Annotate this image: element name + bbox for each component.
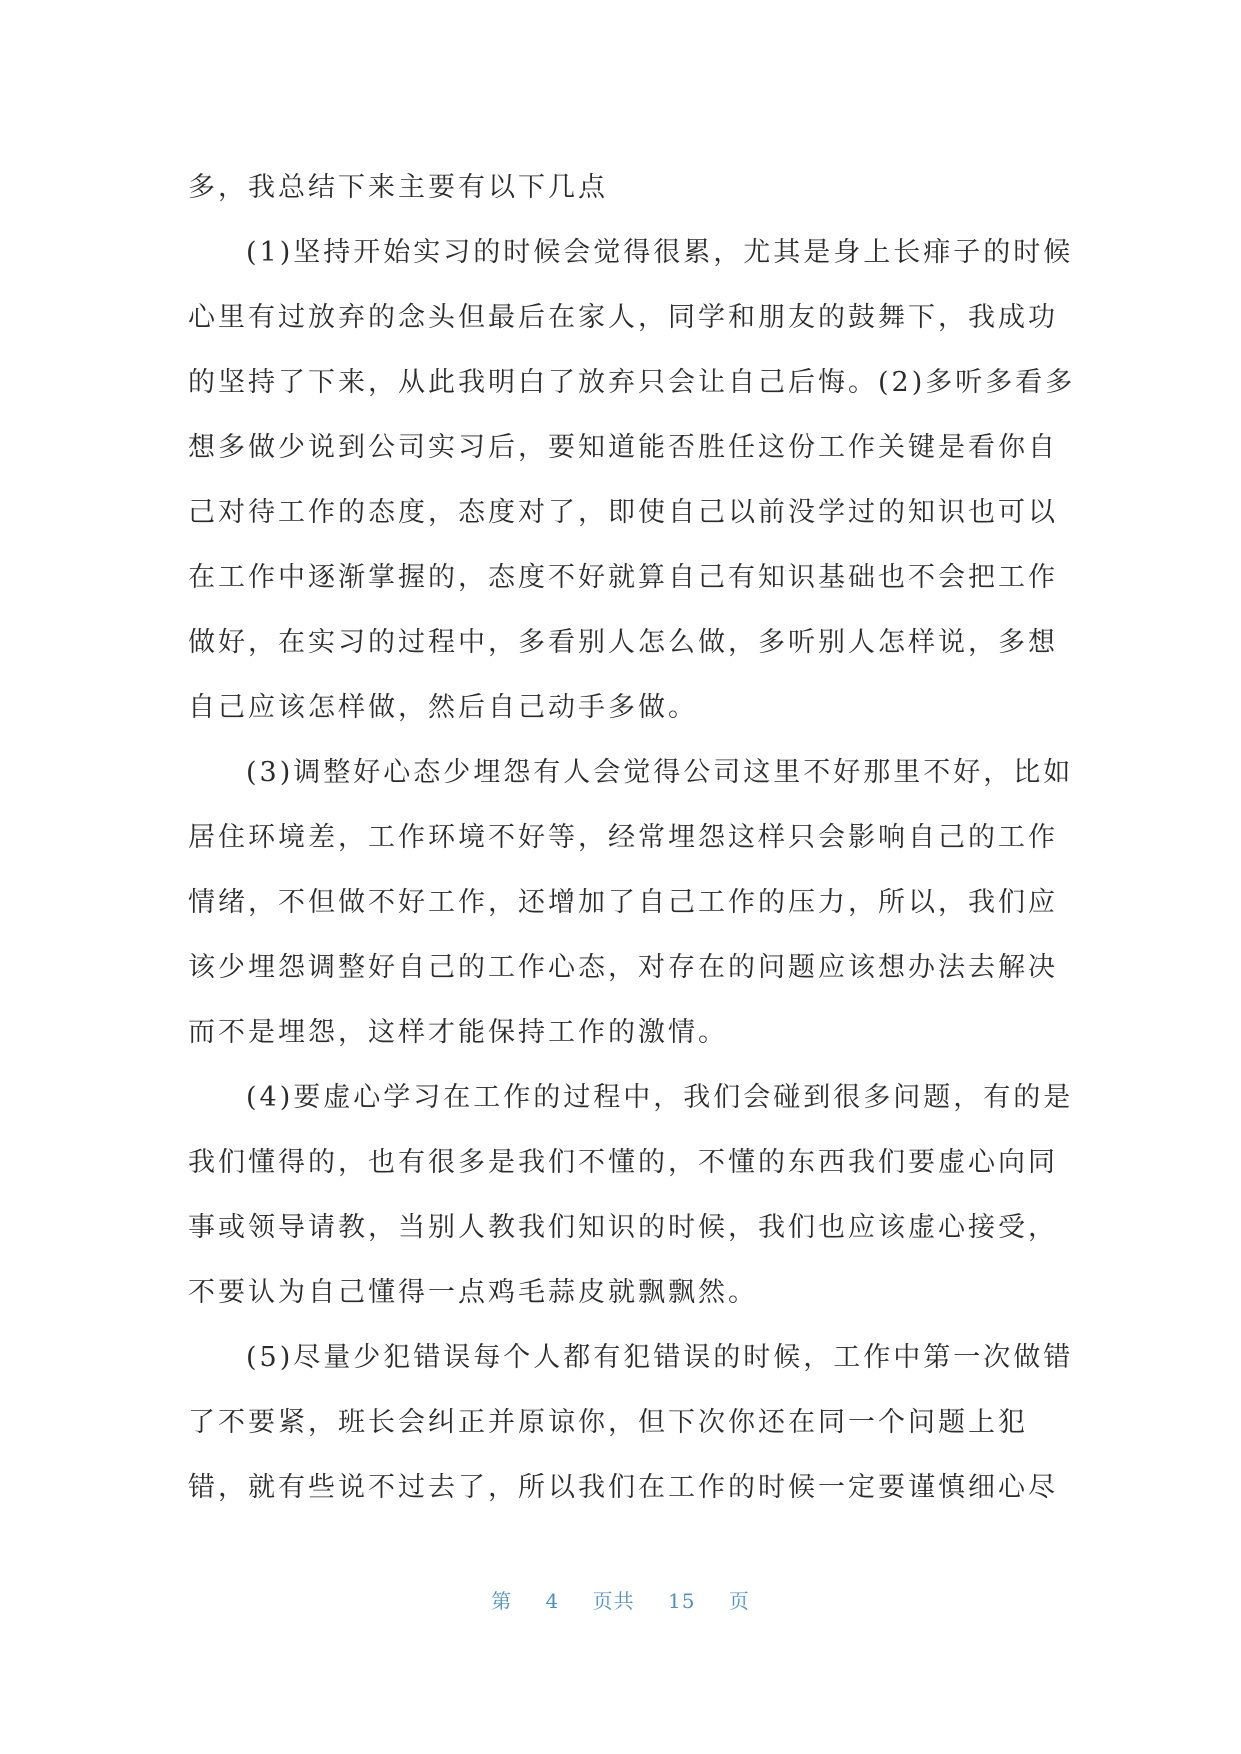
text-line: 的坚持了下来，从此我明白了放弃只会让自己后悔。(2)多听多看多 <box>188 367 1076 398</box>
text-line: 心里有过放弃的念头但最后在家人，同学和朋友的鼓舞下，我成功 <box>188 302 1058 333</box>
text-line: 了不要紧，班长会纠正并原谅你，但下次你还在同一个问题上犯 <box>188 1407 1028 1438</box>
text-line: 我们懂得的，也有很多是我们不懂的，不懂的东西我们要虚心向同 <box>188 1147 1058 1178</box>
text-line: 做好，在实习的过程中，多看别人怎么做，多听别人怎样说，多想 <box>188 627 1058 658</box>
total-page-count: 15 <box>668 1589 696 1613</box>
text-line: 情绪，不但做不好工作，还增加了自己工作的压力，所以，我们应 <box>188 887 1058 918</box>
footer-prefix: 第 <box>491 1589 513 1613</box>
body-text <box>188 155 1076 1520</box>
text-line: 不要认为自己懂得一点鸡毛蒜皮就飘飘然。 <box>188 1277 758 1308</box>
footer-suffix: 页 <box>728 1589 750 1613</box>
text-line: 在工作中逐渐掌握的，态度不好就算自己有知识基础也不会把工作 <box>188 562 1058 593</box>
page-footer <box>0 1585 1241 1614</box>
text-line: 错，就有些说不过去了，所以我们在工作的时候一定要谨慎细心尽 <box>188 1472 1058 1503</box>
text-line: 该少埋怨调整好自己的工作心态，对存在的问题应该想办法去解决 <box>188 952 1058 983</box>
text-line: 事或领导请教，当别人教我们知识的时候，我们也应该虚心接受， <box>188 1212 1058 1243</box>
text-line: 自己应该怎样做，然后自己动手多做。 <box>188 692 698 723</box>
text-line: (5)尽量少犯错误每个人都有犯错误的时候，工作中第一次做错 <box>246 1342 1074 1373</box>
text-line: (1)坚持开始实习的时候会觉得很累，尤其是身上长痱子的时候 <box>246 237 1074 268</box>
text-line: 己对待工作的态度，态度对了，即使自己以前没学过的知识也可以 <box>188 497 1058 528</box>
current-page-number: 4 <box>545 1589 560 1613</box>
text-line: (3)调整好心态少埋怨有人会觉得公司这里不好那里不好，比如 <box>246 757 1074 788</box>
text-line: 想多做少说到公司实习后，要知道能否胜任这份工作关键是看你自 <box>188 432 1058 463</box>
text-line: 而不是埋怨，这样才能保持工作的激情。 <box>188 1017 728 1048</box>
text-line: (4)要虚心学习在工作的过程中，我们会碰到很多问题，有的是 <box>246 1082 1074 1113</box>
footer-middle: 页共 <box>592 1589 635 1613</box>
text-line: 多，我总结下来主要有以下几点 <box>188 172 608 203</box>
text-line: 居住环境差，工作环境不好等，经常埋怨这样只会影响自己的工作 <box>188 822 1058 853</box>
